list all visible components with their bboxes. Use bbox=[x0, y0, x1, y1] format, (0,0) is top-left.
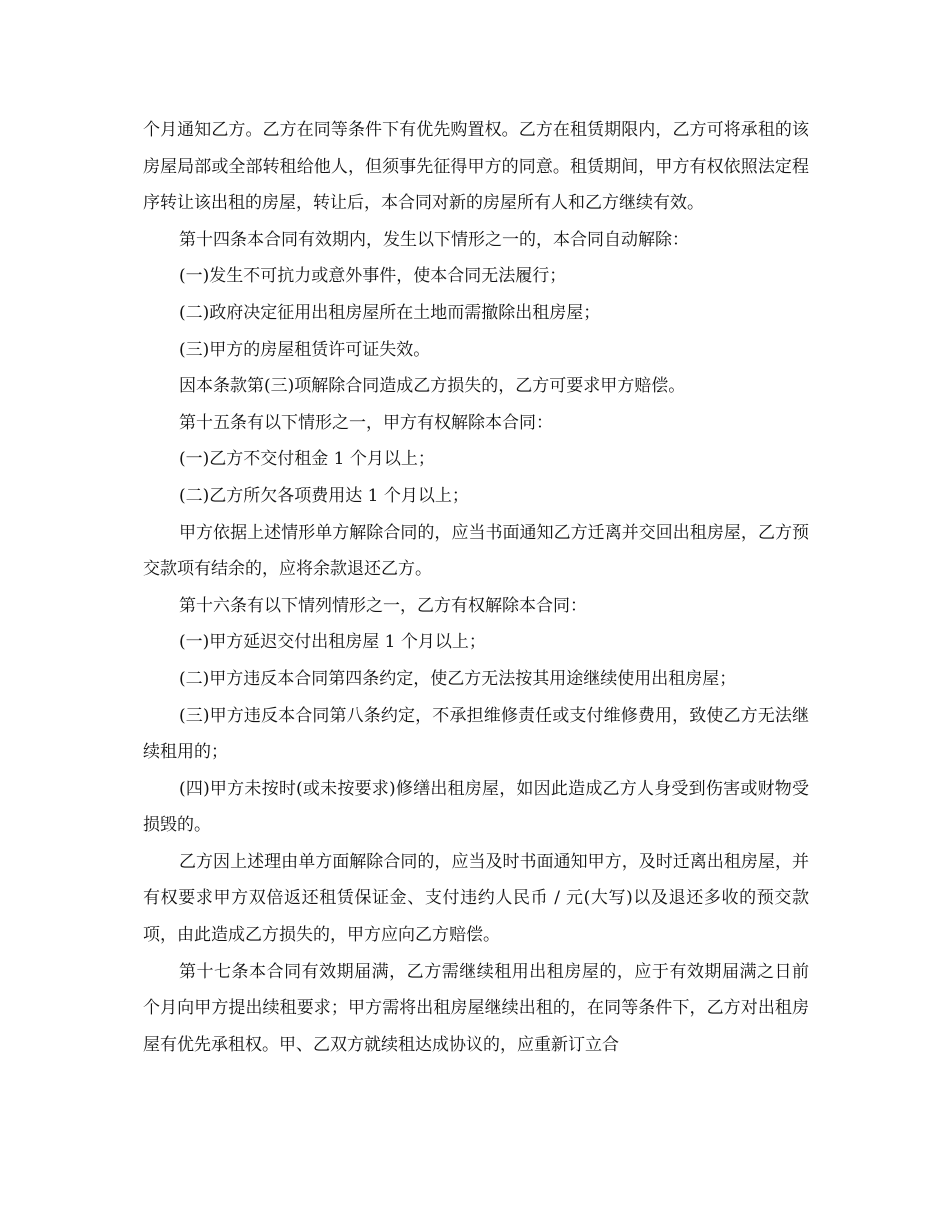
paragraph-article-16: 第十六条有以下情列情形之一，乙方有权解除本合同： bbox=[179, 595, 587, 616]
paragraph-compensation: 因本条款第(三)项解除合同造成乙方损失的，乙方可要求甲方赔偿。 bbox=[179, 376, 686, 397]
paragraph-item: (一)乙方不交付租金 1 个月以上； bbox=[179, 449, 435, 470]
paragraph-item: (四)甲方未按时(或未按要求)修缮出租房屋，如因此造成乙方人身受到伤害或财物受损毁的。 bbox=[143, 778, 809, 836]
paragraph-1: 个月通知乙方。乙方在同等条件下有优先购置权。乙方在租赁期限内，乙方可将承租的该房屋局部或全部转租给他人，但须事先征得甲方的同意。租赁期间，甲方有权依照法定程序转让该出租的房屋，转让后，本合同对新的房屋所有人和乙方继续有效。 bbox=[143, 120, 809, 214]
paragraph-item: (三)甲方违反本合同第八条约定，不承担维修责任或支付维修费用，致使乙方无法继续租用的； bbox=[143, 705, 809, 763]
paragraph-item: (二)乙方所欠各项费用达 1 个月以上； bbox=[179, 485, 469, 506]
paragraph-item: (二)甲方违反本合同第四条约定，使乙方无法按其用途继续使用出租房屋； bbox=[179, 668, 737, 689]
document-body bbox=[143, 112, 809, 1063]
paragraph-termination-notice: 甲方依据上述情形单方解除合同的，应当书面通知乙方迁离并交回出租房屋，乙方预交款项有结余的，应将余款退还乙方。 bbox=[143, 522, 809, 580]
paragraph-item: (一)发生不可抗力或意外事件，使本合同无法履行； bbox=[179, 266, 567, 287]
paragraph-tenant-termination: 乙方因上述理由单方面解除合同的，应当及时书面通知甲方，及时迁离出租房屋，并有权要求甲方双倍返还租赁保证金、支付违约人民币 / 元(大写)以及退还多收的预交款项，由此造成乙方损失的，甲方应向乙方赔偿。 bbox=[143, 851, 809, 946]
paragraph-article-15: 第十五条有以下情形之一，甲方有权解除本合同： bbox=[179, 412, 553, 433]
paragraph-item: (二)政府决定征用出租房屋所在土地而需撤除出租房屋； bbox=[179, 302, 601, 323]
paragraph-article-17: 第十七条本合同有效期届满，乙方需继续租用出租房屋的，应于有效期届满之日前 个月向甲方提出续租要求；甲方需将出租房屋继续出租的，在同等条件下，乙方对出租房屋有优先承租权。甲、乙双方就续租达成协议的，应重新订立合 bbox=[143, 961, 809, 1055]
paragraph-item: (一)甲方延迟交付出租房屋 1 个月以上； bbox=[179, 632, 486, 653]
paragraph-item: (三)甲方的房屋租赁许可证失效。 bbox=[179, 339, 431, 360]
paragraph-article-14: 第十四条本合同有效期内，发生以下情形之一的，本合同自动解除： bbox=[179, 229, 689, 250]
